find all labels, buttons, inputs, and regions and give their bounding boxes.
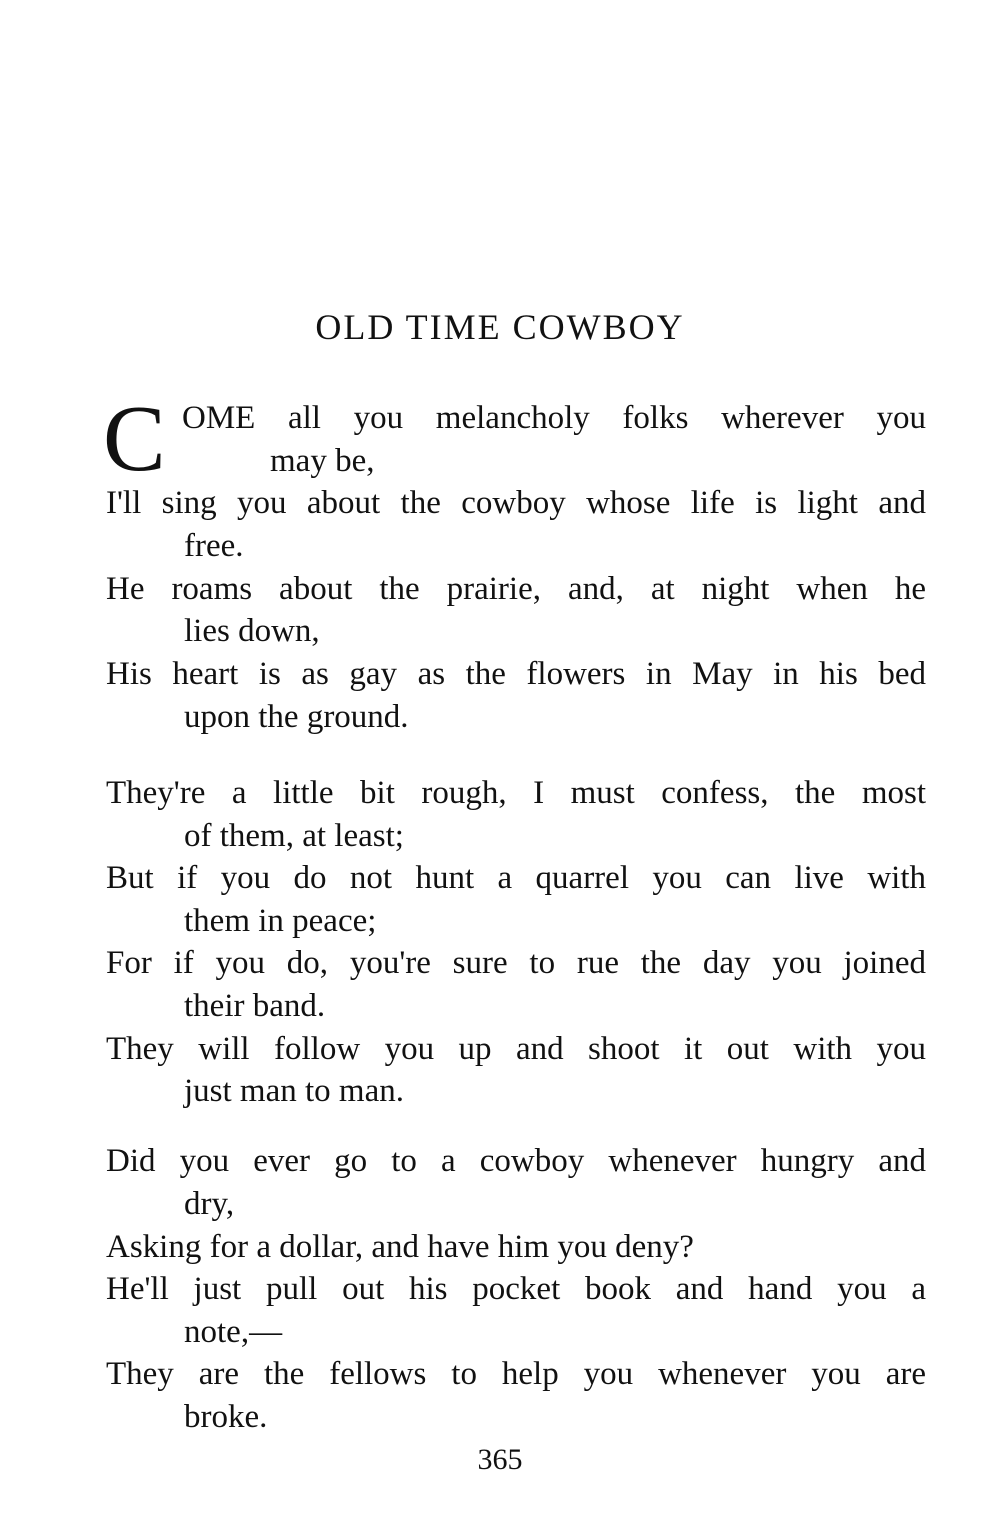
poem-line-continuation: broke. xyxy=(184,1399,268,1435)
poem-line: Did you ever go to a cowboy whenever hungry and xyxy=(106,1143,926,1179)
poem-line: They are the fellows to help you whenever you are xyxy=(106,1356,926,1392)
page-number: 365 xyxy=(477,1443,523,1476)
poem-line-continuation: just man to man. xyxy=(184,1073,404,1109)
poem-line: He'll just pull out his pocket book and hand you a xyxy=(106,1271,926,1307)
poem-title: OLD TIME COWBOY xyxy=(315,307,685,347)
poem-line-1: OME all you melancholy folks wherever you xyxy=(182,400,926,436)
poem-line-continuation: them in peace; xyxy=(184,903,377,939)
poem-line: Asking for a dollar, and have him you deny? xyxy=(106,1229,694,1265)
poem-line: They will follow you up and shoot it out with you xyxy=(106,1031,926,1067)
poem-line-continuation: of them, at least; xyxy=(184,818,404,854)
poem-line: For if you do, you're sure to rue the day you joined xyxy=(106,945,926,981)
poem-line: They're a little bit rough, I must confess, the most xyxy=(106,775,926,811)
poem-line-continuation: note,— xyxy=(184,1314,283,1350)
poem-line-continuation: free. xyxy=(184,528,244,564)
poem-line: He roams about the prairie, and, at night when he xyxy=(106,571,926,607)
poem-line: I'll sing you about the cowboy whose life is light and xyxy=(106,485,926,521)
poem-line-1-continuation: may be, xyxy=(270,443,375,479)
poem-line: But if you do not hunt a quarrel you can live with xyxy=(106,860,926,896)
poem-line: His heart is as gay as the flowers in May in his bed xyxy=(106,656,926,692)
poem-line-continuation: their band. xyxy=(184,988,326,1024)
poem-line-continuation: lies down, xyxy=(184,613,320,649)
drop-cap: C xyxy=(103,387,166,491)
poem-line-continuation: upon the ground. xyxy=(184,699,409,735)
poem-line-continuation: dry, xyxy=(184,1186,235,1222)
